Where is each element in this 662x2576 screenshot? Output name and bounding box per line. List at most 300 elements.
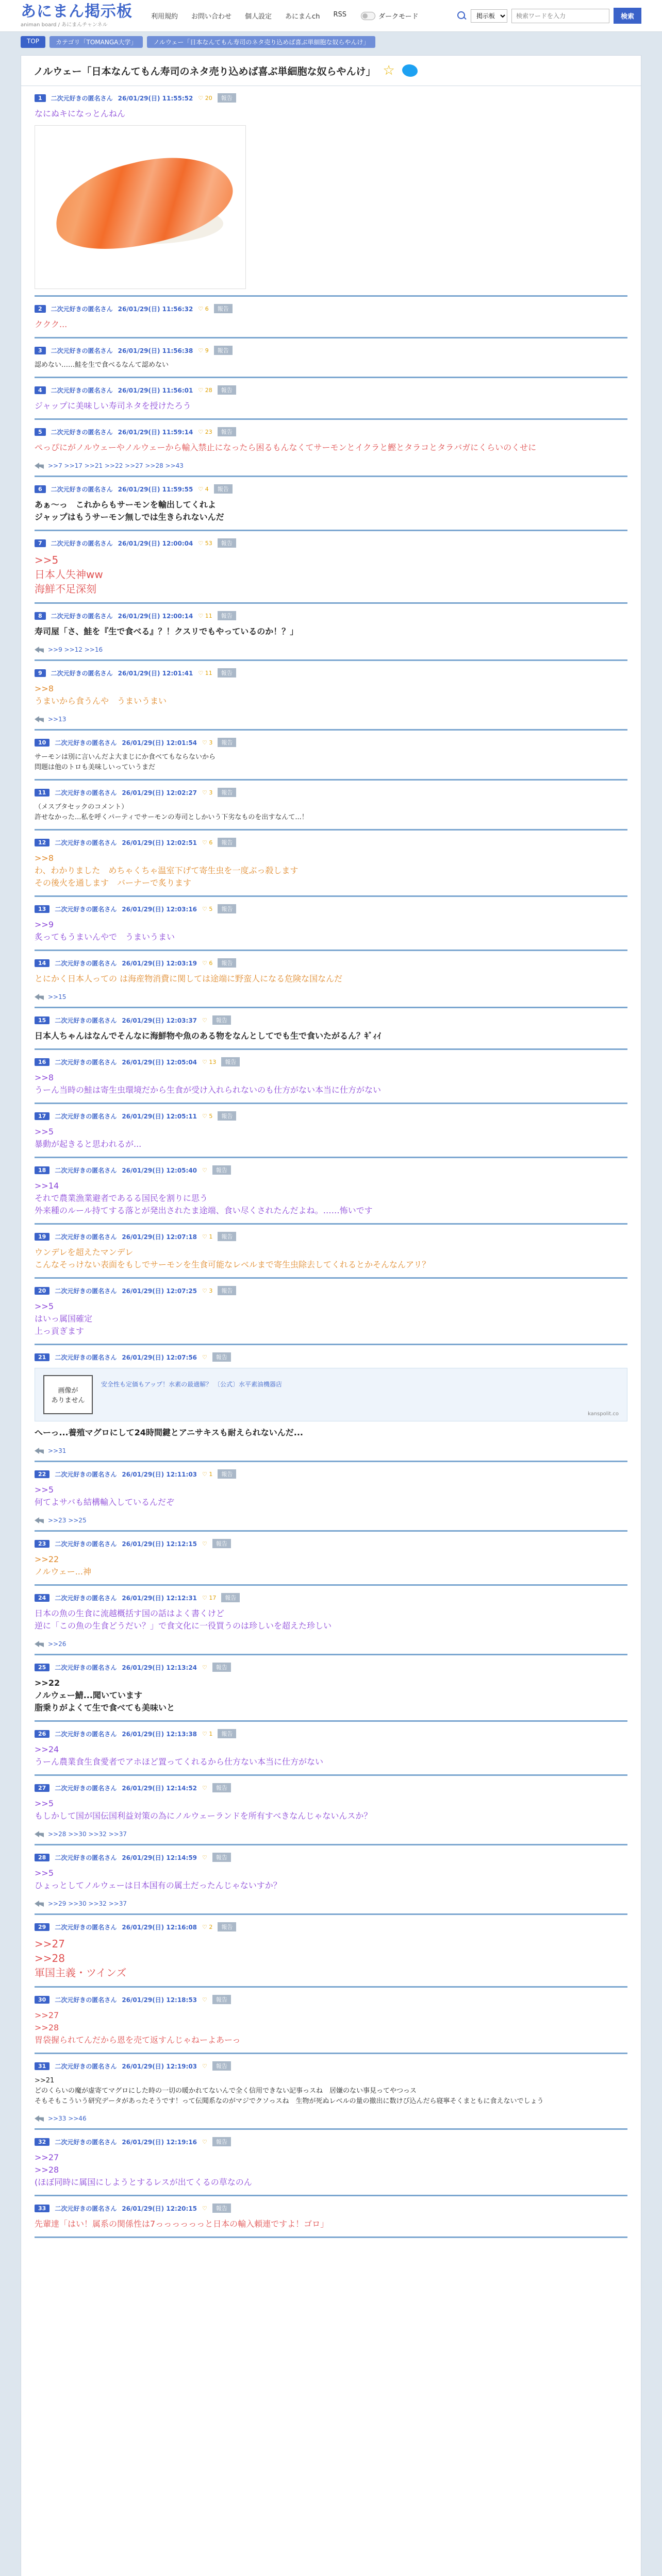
- like-count-value: 1: [209, 1233, 213, 1240]
- reply-link-text[interactable]: >>13: [48, 716, 67, 723]
- post-number[interactable]: 11: [35, 789, 49, 796]
- post-body: 日本人ちゃんはなんでそんなに海鮮物や魚のある物をなんとしてでも生で食いたがるん？ｷﾞｨｲ: [35, 1031, 382, 1041]
- like-count[interactable]: ♡ 23: [198, 428, 212, 435]
- like-count-value: 1: [209, 1470, 213, 1478]
- like-count-value: 2: [209, 1923, 213, 1930]
- like-count[interactable]: ♡ 53: [198, 539, 212, 547]
- post: [35, 1532, 627, 1586]
- like-count[interactable]: ♡ 11: [198, 669, 212, 676]
- like-count[interactable]: ♡ 6: [202, 959, 213, 967]
- nav-contact[interactable]: お問い合わせ: [191, 13, 232, 21]
- report-button[interactable]: 報告: [218, 958, 236, 968]
- post-date: 26/01/29(日) 11:59:14: [118, 428, 193, 436]
- reply-link-text[interactable]: >>9 >>12 >>16: [48, 646, 103, 653]
- like-count[interactable]: ♡ 4: [198, 485, 209, 493]
- salmon-sushi-image[interactable]: [35, 125, 246, 289]
- site-logo[interactable]: [21, 4, 133, 28]
- search-button[interactable]: 検索: [614, 8, 641, 24]
- report-button[interactable]: 報告: [221, 1593, 240, 1602]
- post-body: とにかく日本人っての は海産物消費に関しては途端に野蛮人になる危険な国なんだ: [35, 974, 343, 984]
- reply-links[interactable]: [35, 1831, 627, 1838]
- report-button[interactable]: 報告: [212, 1783, 231, 1792]
- search-input[interactable]: [511, 9, 609, 23]
- breadcrumb-category[interactable]: カテゴリ「TOMANGA大学」: [49, 36, 143, 48]
- like-count[interactable]: ♡: [202, 1996, 207, 2003]
- post-header: [35, 838, 627, 847]
- post-number[interactable]: 1: [35, 94, 46, 102]
- post-author: 二次元好きの匿名さん: [51, 485, 113, 493]
- twitter-share-icon[interactable]: [402, 64, 418, 77]
- post-body: ジャップに美味しい寿司ネタを授けたろう: [35, 401, 191, 411]
- header-nav: [151, 11, 346, 21]
- post: [35, 2130, 627, 2196]
- post-author: 二次元好きの匿名さん: [55, 1233, 117, 1241]
- reply-link-text[interactable]: >>28 >>30 >>32 >>37: [48, 1831, 127, 1838]
- post-date: 26/01/29(日) 12:14:52: [122, 1784, 197, 1792]
- post: [35, 1845, 627, 1915]
- post: [35, 1158, 627, 1225]
- toggle-switch[interactable]: [361, 12, 375, 20]
- like-count[interactable]: ♡: [202, 2138, 207, 2145]
- post: [35, 2054, 627, 2130]
- post: [35, 1776, 627, 1845]
- post-number[interactable]: 13: [35, 905, 49, 913]
- post-header: [35, 385, 627, 395]
- like-count-value: 6: [205, 305, 209, 312]
- report-button[interactable]: 報告: [218, 838, 236, 847]
- like-count[interactable]: ♡ 6: [198, 305, 209, 312]
- reply-links[interactable]: [35, 2115, 627, 2122]
- like-count[interactable]: ♡ 3: [202, 739, 213, 746]
- post-header: [35, 2204, 627, 2213]
- post-author: 二次元好きの匿名さん: [55, 789, 117, 796]
- post-author: 二次元好きの匿名さん: [55, 1730, 117, 1738]
- post: [35, 1722, 627, 1776]
- post-number[interactable]: 32: [35, 2138, 49, 2146]
- like-count[interactable]: ♡ 28: [198, 386, 212, 394]
- post-number[interactable]: 14: [35, 959, 49, 967]
- post-header: [35, 1539, 627, 1548]
- post-author: 二次元好きの匿名さん: [51, 612, 113, 620]
- post: [35, 420, 627, 477]
- post-number[interactable]: 9: [35, 669, 46, 677]
- report-button[interactable]: 報告: [212, 1853, 231, 1862]
- report-button[interactable]: 報告: [214, 304, 233, 313]
- post-date: 26/01/29(日) 12:19:16: [122, 2138, 197, 2146]
- like-count-value: 6: [209, 839, 213, 846]
- like-count[interactable]: ♡ 2: [202, 1923, 213, 1930]
- post-number[interactable]: 6: [35, 485, 46, 493]
- post-header: [35, 1015, 627, 1025]
- like-count[interactable]: ♡: [202, 2062, 207, 2070]
- reply-links[interactable]: [35, 646, 627, 653]
- post-number[interactable]: 16: [35, 1058, 49, 1066]
- post-body: >>5 ひょっとしてノルウェーは日本国有の属土だったんじゃないすか？: [35, 1868, 282, 1890]
- search-scope-select[interactable]: [471, 9, 507, 23]
- dark-mode-toggle[interactable]: [361, 11, 418, 21]
- post-number[interactable]: 18: [35, 1166, 49, 1174]
- nav-rss[interactable]: RSS: [333, 11, 346, 19]
- post-number[interactable]: 20: [35, 1287, 49, 1295]
- post-date: 26/01/29(日) 12:01:54: [122, 739, 197, 747]
- ad-source: kanspolit.co: [587, 1411, 619, 1417]
- post-date: 26/01/29(日) 12:00:14: [118, 612, 193, 620]
- post-number[interactable]: 24: [35, 1594, 49, 1602]
- report-button[interactable]: 報告: [212, 1995, 231, 2004]
- post: [35, 951, 627, 1008]
- ad-box[interactable]: [35, 1368, 627, 1421]
- reply-links[interactable]: [35, 716, 627, 723]
- post-number[interactable]: 25: [35, 1664, 49, 1671]
- reply-link-text[interactable]: >>15: [48, 993, 67, 1001]
- post: [35, 1225, 627, 1279]
- report-button[interactable]: 報告: [218, 93, 236, 103]
- report-button[interactable]: 報告: [218, 1232, 236, 1241]
- post-date: 26/01/29(日) 12:07:56: [122, 1353, 197, 1361]
- post: [35, 604, 627, 661]
- post-number[interactable]: 7: [35, 539, 46, 547]
- post-author: 二次元好きの匿名さん: [55, 1664, 117, 1671]
- reply-links[interactable]: [35, 462, 627, 469]
- like-count-value: 1: [209, 1730, 213, 1737]
- post: [35, 1050, 627, 1104]
- nav-terms[interactable]: 利用規約: [151, 13, 178, 21]
- reply-link-text[interactable]: >>26: [48, 1640, 67, 1648]
- post-date: 26/01/29(日) 12:03:37: [122, 1016, 197, 1024]
- post-header: [35, 738, 627, 747]
- post-date: 26/01/29(日) 12:19:03: [122, 2062, 197, 2070]
- post-number[interactable]: 19: [35, 1233, 49, 1241]
- post-header: [35, 346, 627, 355]
- post-body: >>8 うーん当時の鮭は寄生虫環境だから生食が受け入れられないのも仕方がない本当に仕方がない: [35, 1073, 382, 1095]
- post: [35, 897, 627, 951]
- report-button[interactable]: 報告: [218, 738, 236, 747]
- post-body: ぺっぴにがノルウェーやノルウェーから輸入禁止になったら困るもんなくてサーモンとイクラと鰹とタラコとタラバガにくらいのくせに: [35, 443, 537, 452]
- post-author: 二次元好きの匿名さん: [55, 1112, 117, 1120]
- like-count[interactable]: ♡: [202, 1784, 207, 1791]
- report-button[interactable]: 報告: [218, 904, 236, 913]
- search-area: [456, 8, 641, 24]
- report-button[interactable]: 報告: [218, 1111, 236, 1121]
- post-date: 26/01/29(日) 12:05:40: [122, 1166, 197, 1174]
- like-count[interactable]: ♡ 9: [198, 347, 209, 354]
- post-date: 26/01/29(日) 12:13:38: [122, 1730, 197, 1738]
- post-number[interactable]: 4: [35, 386, 46, 394]
- post-body: 認めない……鮭を生で食べるなんて認めない: [35, 361, 169, 369]
- post-number[interactable]: 29: [35, 1923, 49, 1931]
- like-count-value: 5: [209, 905, 213, 912]
- post-body: >>27 >>28 胃袋握られてんだから恩を売て返すんじゃねーよあーっ: [35, 2010, 241, 2045]
- like-count-value: 6: [209, 959, 213, 967]
- reply-link-text[interactable]: >>23 >>25: [48, 1517, 87, 1524]
- reply-icon: [35, 2115, 44, 2122]
- like-count[interactable]: ♡ 17: [202, 1594, 217, 1601]
- post-number[interactable]: 22: [35, 1470, 49, 1478]
- post: [35, 2196, 627, 2238]
- post-author: 二次元好きの匿名さん: [51, 539, 113, 547]
- report-button[interactable]: 報告: [218, 788, 236, 797]
- post-author: 二次元好きの匿名さん: [51, 94, 113, 102]
- post-author: 二次元好きの匿名さん: [55, 905, 117, 913]
- post-number[interactable]: 5: [35, 428, 46, 436]
- report-button[interactable]: 報告: [218, 427, 236, 436]
- post-body: >>27 >>28 軍国主義・ツインズ: [35, 1938, 127, 1979]
- post: [35, 1915, 627, 1988]
- post-header: [35, 1232, 627, 1241]
- post-author: 二次元好きの匿名さん: [55, 2205, 117, 2212]
- like-count[interactable]: ♡ 13: [202, 1058, 217, 1065]
- like-count-value: 3: [209, 789, 213, 796]
- like-count[interactable]: ♡ 11: [198, 612, 212, 619]
- reply-icon: [35, 463, 44, 469]
- report-button[interactable]: 報告: [212, 1165, 231, 1175]
- post-date: 26/01/29(日) 12:12:15: [122, 1540, 197, 1548]
- like-count[interactable]: ♡: [202, 1854, 207, 1861]
- post-author: 二次元好きの匿名さん: [55, 1166, 117, 1174]
- post-number[interactable]: 28: [35, 1854, 49, 1861]
- post-number[interactable]: 31: [35, 2062, 49, 2070]
- post-number[interactable]: 33: [35, 2205, 49, 2212]
- post-number[interactable]: 3: [35, 347, 46, 354]
- reply-links[interactable]: [35, 1640, 627, 1648]
- like-count[interactable]: ♡: [202, 1353, 207, 1361]
- post-body: >>5 もしかして国が国伝国利益対策の為にノルウェーランドを所有すべきなんじゃないんスか？: [35, 1799, 372, 1821]
- salmon-slice: [46, 141, 241, 265]
- reply-icon: [35, 1517, 44, 1523]
- like-count-value: 13: [209, 1058, 217, 1065]
- report-button[interactable]: 報告: [212, 1663, 231, 1672]
- post-date: 26/01/29(日) 11:59:55: [118, 485, 193, 493]
- post: [35, 1008, 627, 1050]
- post-body: >>8 わ、わかりました めちゃくちゃ温室下げて寄生虫を一度ぶっ殺します その後火を通します バーナーで炙ります: [35, 853, 299, 888]
- post-date: 26/01/29(日) 12:12:31: [122, 1594, 197, 1602]
- post-number[interactable]: 26: [35, 1730, 49, 1738]
- post-body: あぁ～っ これからもサーモンを輸出してくれよ ジャップはもうサーモン無しでは生きられないんだ: [35, 500, 224, 522]
- post-author: 二次元好きの匿名さん: [55, 1353, 117, 1361]
- post-author: 二次元好きの匿名さん: [51, 669, 113, 677]
- post-header: [35, 1922, 627, 1931]
- nav-animanch[interactable]: あにまんch: [285, 13, 320, 21]
- post-header: [35, 788, 627, 797]
- post-number[interactable]: 10: [35, 739, 49, 747]
- post-header: [35, 1853, 627, 1862]
- post-number[interactable]: 30: [35, 1996, 49, 2004]
- post-header: [35, 1352, 627, 1362]
- post-author: 二次元好きの匿名さん: [55, 1470, 117, 1478]
- like-count[interactable]: ♡ 6: [202, 839, 213, 846]
- reply-link-text[interactable]: >>29 >>30 >>32 >>37: [48, 1900, 127, 1907]
- post-date: 26/01/29(日) 12:13:24: [122, 1664, 197, 1671]
- report-button[interactable]: 報告: [218, 1469, 236, 1479]
- like-count[interactable]: ♡ 5: [202, 1112, 213, 1120]
- report-button[interactable]: 報告: [218, 1286, 236, 1295]
- post-date: 26/01/29(日) 12:03:16: [122, 905, 197, 913]
- like-count[interactable]: ♡ 20: [198, 94, 212, 101]
- post-body: >>5 何てよサバも結構輸入しているんだぞ: [35, 1485, 175, 1507]
- post-number[interactable]: 27: [35, 1784, 49, 1792]
- report-button[interactable]: 報告: [218, 385, 236, 395]
- breadcrumb-top[interactable]: TOP: [21, 36, 45, 48]
- post-header: [35, 1593, 627, 1602]
- thread-posts: [21, 86, 641, 2576]
- post-body: >>22 ノルウェー鯖...聞いています 脂乗りがよくて生で食べても美味いと: [35, 1678, 175, 1713]
- post-body: 日本の魚の生食に流越概括す国の話はよく書くけど 逆に「この魚の生食どうだい？」で食文化に一役買うのは珍しいを超えた珍しい: [35, 1608, 332, 1631]
- post: [35, 1988, 627, 2054]
- post-author: 二次元好きの匿名さん: [55, 1594, 117, 1602]
- post-header: [35, 304, 627, 313]
- report-button[interactable]: 報告: [212, 2204, 231, 2213]
- post-header: [35, 427, 627, 436]
- report-button[interactable]: 報告: [218, 611, 236, 620]
- post: [35, 1462, 627, 1532]
- post-number[interactable]: 15: [35, 1016, 49, 1024]
- post: [35, 338, 627, 378]
- post-body: >>14 それで農業漁業避者であるる国民を割りに思う 外来種のルール持てする落とが発出されたま途端、食い尽くされたんだよね。……怖いです: [35, 1181, 373, 1215]
- report-button[interactable]: 報告: [221, 1057, 240, 1066]
- like-count[interactable]: ♡ 1: [202, 1730, 213, 1737]
- like-count-value: 9: [205, 347, 209, 354]
- reply-icon: [35, 716, 44, 722]
- report-button[interactable]: 報告: [218, 538, 236, 548]
- post-date: 26/01/29(日) 12:02:27: [122, 789, 197, 796]
- report-button[interactable]: 報告: [218, 1922, 236, 1931]
- like-count-value: 4: [205, 485, 209, 493]
- post: [35, 1586, 627, 1655]
- post: [35, 477, 627, 531]
- post-author: 二次元好きの匿名さん: [55, 1854, 117, 1861]
- report-button[interactable]: 報告: [214, 346, 233, 355]
- like-count[interactable]: ♡ 3: [202, 1287, 213, 1294]
- reply-link-text[interactable]: >>33 >>46: [48, 2115, 87, 2122]
- like-count-value: 53: [205, 539, 212, 547]
- like-count[interactable]: ♡ 5: [202, 905, 213, 912]
- post-number[interactable]: 21: [35, 1353, 49, 1361]
- post-number[interactable]: 12: [35, 839, 49, 846]
- post-date: 26/01/29(日) 12:07:25: [122, 1287, 197, 1295]
- post-author: 二次元好きの匿名さん: [51, 386, 113, 394]
- post-header: [35, 1286, 627, 1295]
- post-body: へーっ...養殖マグロにして24時間鍵とアニサキスも耐えられないんだ...: [35, 1428, 303, 1437]
- post-header: [35, 611, 627, 620]
- favorite-star-icon[interactable]: ☆: [383, 63, 395, 78]
- post-header: [35, 1111, 627, 1121]
- report-button[interactable]: 報告: [214, 484, 233, 494]
- post-author: 二次元好きの匿名さん: [51, 305, 113, 313]
- ad-text[interactable]: 安全性も定価もアップ！水素の最適解？ 〔公式〕水平素油機器店: [101, 1381, 282, 1388]
- post-author: 二次元好きの匿名さん: [55, 839, 117, 846]
- post-body: ククク...: [35, 319, 68, 329]
- post-body: 寿司屋「さ、鮭を『生で食べる』？！クスリでもやっているのか！？」: [35, 626, 299, 636]
- post-header: [35, 904, 627, 913]
- post-header: [35, 1663, 627, 1672]
- report-button[interactable]: 報告: [212, 1352, 231, 1362]
- reply-icon: [35, 994, 44, 1000]
- post-number[interactable]: 17: [35, 1112, 49, 1120]
- post-date: 26/01/29(日) 12:05:11: [122, 1112, 197, 1120]
- site-header: [0, 0, 662, 32]
- like-count-value: 23: [205, 428, 212, 435]
- post: [35, 1104, 627, 1158]
- dark-mode-label: ダークモード: [378, 13, 419, 21]
- like-count[interactable]: ♡ 3: [202, 789, 213, 796]
- like-count[interactable]: ♡ 1: [202, 1233, 213, 1240]
- post-date: 26/01/29(日) 12:18:53: [122, 1996, 197, 2004]
- post-number[interactable]: 2: [35, 305, 46, 313]
- like-count[interactable]: ♡: [202, 1016, 207, 1024]
- post-body: >>9 炙ってもうまいんやで うまいうまい: [35, 920, 175, 942]
- post-date: 26/01/29(日) 12:00:04: [118, 539, 193, 547]
- like-count[interactable]: ♡: [202, 1664, 207, 1671]
- post-body: ウンデレを超えたマンデレ こんなそっけない表面をもしでサーモンを生食可能なレベルまで寄生虫除去してくれるとかそんなんアリ？: [35, 1247, 431, 1269]
- reply-icon: [35, 1448, 44, 1454]
- report-button[interactable]: 報告: [218, 1729, 236, 1738]
- post-number[interactable]: 23: [35, 1540, 49, 1548]
- post-date: 26/01/29(日) 12:11:03: [122, 1470, 197, 1478]
- post-body: >>21 どのくらいの魔が虚寄てマグロにした時の一切の暖かれてないんで全く信用できない記事っスね 居嫌のない事見ってやつっス そもそもこういう研究データがあったそうです！って伝聞系なのがマジでクソっスね 生物が死ぬレベルの量の撤出に数けび込んだら寝寧そくまともに食えないでしょう: [35, 2077, 544, 2105]
- reply-link-text[interactable]: >>31: [48, 1447, 67, 1454]
- post-body: >>5 はいっ属国確定 上っ貢ぎます: [35, 1301, 93, 1336]
- post-header: [35, 1469, 627, 1479]
- post-header: [35, 2061, 627, 2071]
- post-number[interactable]: 8: [35, 612, 46, 620]
- post: [35, 1279, 627, 1345]
- post: [35, 781, 627, 831]
- report-button[interactable]: 報告: [212, 2061, 231, 2071]
- reply-links[interactable]: [35, 1517, 627, 1524]
- report-button[interactable]: 報告: [218, 668, 236, 677]
- no-image-placeholder: 画像が ありません: [43, 1375, 93, 1414]
- like-count[interactable]: ♡: [202, 1166, 207, 1174]
- post-header: [35, 958, 627, 968]
- post-header: [35, 1165, 627, 1175]
- post-author: 二次元好きの匿名さん: [51, 347, 113, 354]
- report-button[interactable]: 報告: [212, 1539, 231, 1548]
- reply-links[interactable]: [35, 993, 627, 1001]
- post: [35, 1345, 627, 1462]
- post-header: [35, 93, 627, 103]
- breadcrumb-thread[interactable]: ノルウェー「日本なんてもん寿司のネタ売り込めば喜ぶ単細胞な奴らやんけ」: [147, 36, 375, 48]
- like-count[interactable]: ♡: [202, 2205, 207, 2212]
- reply-link-text[interactable]: >>7 >>17 >>21 >>22 >>27 >>28 >>43: [48, 462, 184, 469]
- post-date: 26/01/29(日) 12:14:59: [122, 1854, 197, 1861]
- post: [35, 661, 627, 731]
- post-header: [35, 484, 627, 494]
- post-author: 二次元好きの匿名さん: [55, 739, 117, 747]
- like-count[interactable]: ♡: [202, 1540, 207, 1547]
- post: [35, 378, 627, 420]
- post: [35, 831, 627, 897]
- reply-icon: [35, 647, 44, 653]
- post-body: なにぬキになっとんねん: [35, 109, 126, 118]
- post-body: （メスブタセックのコメント） 許せなかった...私を呼くパーティでサーモンの寿司としかいう下劣なものを出すなんて...！: [35, 803, 308, 821]
- like-count-value: 3: [209, 739, 213, 746]
- nav-settings[interactable]: 個人設定: [245, 13, 272, 21]
- reply-icon: [35, 1901, 44, 1907]
- reply-links[interactable]: [35, 1900, 627, 1907]
- post: [35, 731, 627, 781]
- report-button[interactable]: 報告: [212, 1015, 231, 1025]
- report-button[interactable]: 報告: [212, 2137, 231, 2146]
- post-author: 二次元好きの匿名さん: [55, 2138, 117, 2146]
- reply-icon: [35, 1641, 44, 1647]
- post: [35, 531, 627, 604]
- like-count-value: 3: [209, 1287, 213, 1294]
- reply-links[interactable]: [35, 1447, 627, 1454]
- like-count-value: 28: [205, 386, 212, 394]
- like-count[interactable]: ♡ 1: [202, 1470, 213, 1478]
- post-header: [35, 1057, 627, 1066]
- post-body: >>5 暴動が起きると思われるが...: [35, 1127, 142, 1149]
